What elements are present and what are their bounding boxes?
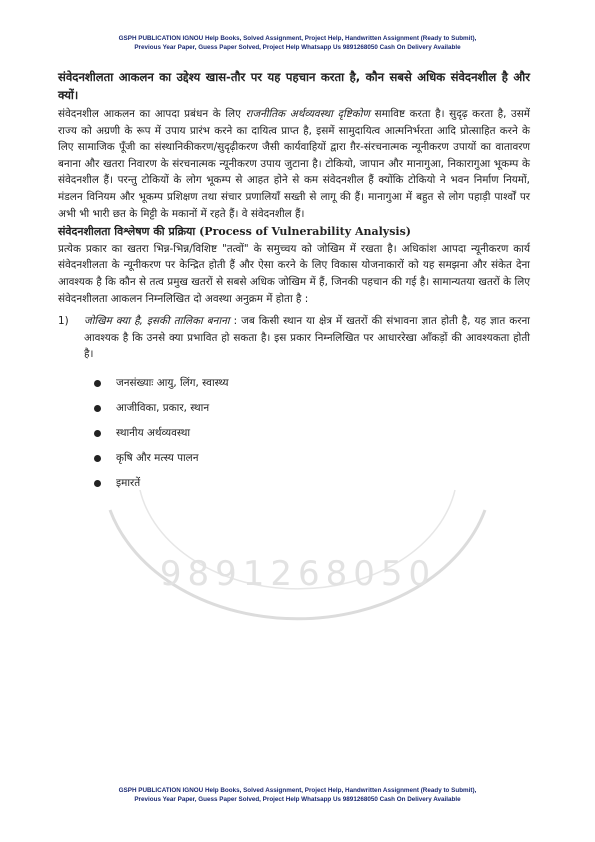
watermark-seal [100, 470, 495, 720]
list-item: स्थानीय अर्थव्यवस्था [94, 421, 530, 446]
list-item: आजीविका, प्रकार, स्थान [94, 396, 530, 421]
footer-banner [40, 786, 555, 804]
paragraph-vulnerability-process: प्रत्येक प्रकार का खतरा भिन्न-भिन्न/विशिष्ट "तत्वों" के समुच्चय को जोखिम में रखता है। अधिकांश आपदा न्यूनीकरण कार्य संवेदनशीलता के न्यूनीकरण पर केन्द्रित होती हैं और ऐसा करने के लिए विकास योजनाकारों को यह समझना और संकेत देना आवश्यक है कि कौन से तत्व प्रमुख खतरों से सबसे अधिक जोखिम में हैं, जिनकी पहचान की गई है। सामान्यतया खतरों के लिए संवेदनशीलता आकलन निम्नलिखित दो अवस्था अनुक्रम में होता है : [58, 242, 530, 305]
italic-phrase: राजनीतिक अर्थव्यवस्था दृष्टिकोण [245, 108, 370, 120]
footer-banner-line2: Previous Year Paper, Guess Paper Solved, Project Help Whatsapp Us 9891268050 Cash On Delivery Available [134, 796, 461, 803]
bullet-icon [94, 405, 101, 412]
section-heading-vulnerability-analysis: संवेदनशीलता विश्लेषण की प्रक्रिया (Process of Vulnerability Analysis) [58, 225, 411, 239]
bullet-icon [94, 480, 101, 487]
item-text: जोखिम क्या है, इसकी तालिका बनाना : जब किसी स्थान या क्षेत्र में खतरों की संभावना ज्ञात होती है, यह ज्ञात करना आवश्यक है कि उनसे क्या प्रभावित हो सकता है। इस प्रकार निम्नलिखित पर आधाररेखा आँकड़ों की आवश्यकता होती है। [84, 315, 530, 361]
bullet-list [94, 371, 530, 496]
footer-banner-line1: GSPH PUBLICATION IGNOU Help Books, Solved Assignment, Project Help, Handwritten Assignment (Ready to Submit), [118, 787, 477, 794]
list-item: इमारतें [94, 471, 530, 496]
paragraph-political-economy: संवेदनशील आकलन का आपदा प्रबंधन के लिए राजनीतिक अर्थव्यवस्था दृष्टिकोण समाविष्ट करता है। सुदृढ़ करता है, उसमें राज्य को अग्रणी के रूप में उपाय प्रारंभ करने का दायित्व प्राप्त है, इसमें सामुदायित्व आत्मनिर्भरता आदि प्रोत्साहित करने के लिए सामाजिक पूँजी का संस्थानिकीकरण/सुदृढ़ीकरण जैसी कार्यवाहियों द्वारा ग़ैर-संरचनात्मक न्यूनीकरण उपायों का वातावरण बनाना और खतरा निवारण के संरचनात्मक न्यूनीकरण उपाय जुटाना है। टोकियो, जापान और मानागुआ, निकारागुआ भूकम्प के संवेदनशील हैं। परन्तु टोकियों के लोग भूकम्प से आहत होने से कम संवेदनशील हैं क्योंकि टोकियो ने भवन निर्माण नियमों, मंडलन विनियम और भूकम्प प्रशिक्षण तथा संचार प्रणालियाँ सख्ती से लागू की हैं। मानागुआ में बहुत से लोग पहाड़ी पार्श्वों पर अभी भी भारी छत के मिट्टी के मकानों में रहते हैं। वे संवेदनशील हैं। [58, 108, 530, 220]
bullet-icon [94, 455, 101, 462]
numbered-item-1 [58, 313, 530, 363]
watermark-number: 9891268050 [159, 554, 437, 594]
item-number: 1) [58, 315, 69, 328]
header-banner [40, 34, 555, 52]
header-banner-line2: Previous Year Paper, Guess Paper Solved, Project Help Whatsapp Us 9891268050 Cash On Delivery Available [134, 44, 461, 51]
section-heading: संवेदनशीलता आकलन का उद्देश्य खास-तौर पर यह पहचान करता है, कौन सबसे अधिक संवेदनशील है और क्यों। [58, 70, 530, 102]
bullet-icon [94, 380, 101, 387]
list-item: जनसंख्याः आयु, लिंग, स्वास्थ्य [94, 371, 530, 396]
list-item: कृषि और मत्स्य पालन [94, 446, 530, 471]
bullet-icon [94, 430, 101, 437]
header-banner-line1: GSPH PUBLICATION IGNOU Help Books, Solved Assignment, Project Help, Handwritten Assignment (Ready to Submit), [118, 35, 477, 42]
page-content [58, 68, 530, 496]
